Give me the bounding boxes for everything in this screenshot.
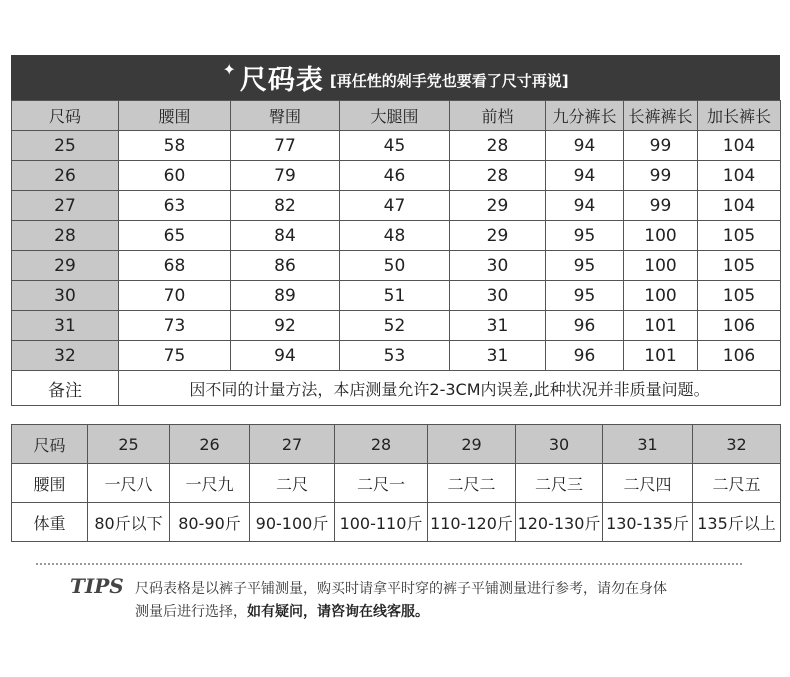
table-row bbox=[12, 161, 781, 191]
size-table-header-row bbox=[12, 101, 781, 131]
banner-subtitle: [再任性的剁手党也要看了尺寸再说] bbox=[329, 72, 569, 90]
column-header: 尺码 bbox=[12, 101, 119, 131]
table-row bbox=[12, 191, 781, 221]
measurement-cell: 96 bbox=[546, 311, 624, 341]
table-row bbox=[12, 281, 781, 311]
measurement-cell: 104 bbox=[698, 161, 781, 191]
measurement-cell: 84 bbox=[231, 221, 340, 251]
measurement-cell: 28 bbox=[450, 161, 546, 191]
size-cell: 27 bbox=[12, 191, 119, 221]
measurement-cell: 101 bbox=[624, 311, 698, 341]
weight-cell: 130-135斤 bbox=[603, 503, 693, 542]
size-table bbox=[11, 100, 781, 406]
measurement-cell: 96 bbox=[546, 341, 624, 371]
measurement-cell: 31 bbox=[450, 311, 546, 341]
size-cell: 27 bbox=[250, 425, 335, 464]
measurement-cell: 29 bbox=[450, 191, 546, 221]
weight-row bbox=[12, 503, 781, 542]
column-header: 九分裤长 bbox=[546, 101, 624, 131]
weight-cell: 80-90斤 bbox=[170, 503, 250, 542]
weight-cell: 80斤以下 bbox=[88, 503, 170, 542]
measurement-cell: 30 bbox=[450, 281, 546, 311]
table-row bbox=[12, 131, 781, 161]
banner-title: 尺码表 bbox=[239, 65, 324, 96]
measurement-cell: 60 bbox=[119, 161, 231, 191]
size-cell: 30 bbox=[516, 425, 603, 464]
measurement-cell: 94 bbox=[546, 161, 624, 191]
measurement-cell: 99 bbox=[624, 161, 698, 191]
measurement-cell: 86 bbox=[231, 251, 340, 281]
measurement-cell: 52 bbox=[340, 311, 450, 341]
waist-cell: 一尺九 bbox=[170, 464, 250, 503]
measurement-cell: 106 bbox=[698, 341, 781, 371]
column-header: 臀围 bbox=[231, 101, 340, 131]
measurement-cell: 94 bbox=[546, 191, 624, 221]
sparkle-icon: ✦ bbox=[222, 60, 236, 79]
measurement-cell: 75 bbox=[119, 341, 231, 371]
size-cell: 32 bbox=[12, 341, 119, 371]
measurement-cell: 77 bbox=[231, 131, 340, 161]
measurement-cell: 63 bbox=[119, 191, 231, 221]
measurement-cell: 30 bbox=[450, 251, 546, 281]
column-header: 腰围 bbox=[119, 101, 231, 131]
waist-cell: 二尺四 bbox=[603, 464, 693, 503]
measurement-cell: 51 bbox=[340, 281, 450, 311]
measurement-cell: 70 bbox=[119, 281, 231, 311]
size-cell: 25 bbox=[12, 131, 119, 161]
tips-line-2 bbox=[135, 601, 429, 621]
measurement-cell: 79 bbox=[231, 161, 340, 191]
measurement-cell: 31 bbox=[450, 341, 546, 371]
size-cell: 31 bbox=[12, 311, 119, 341]
weight-cell: 110-120斤 bbox=[428, 503, 516, 542]
measurement-cell: 94 bbox=[231, 341, 340, 371]
measurement-cell: 65 bbox=[119, 221, 231, 251]
size-chart-banner bbox=[11, 55, 780, 100]
note-label: 备注 bbox=[12, 371, 119, 406]
measurement-cell: 73 bbox=[119, 311, 231, 341]
size-cell: 25 bbox=[88, 425, 170, 464]
tips-line-1: 尺码表格是以裤子平铺测量，购买时请拿平时穿的裤子平铺测量进行参考，请勿在身体 bbox=[135, 581, 667, 597]
waist-cell: 二尺五 bbox=[693, 464, 781, 503]
weight-table bbox=[11, 424, 781, 542]
tips-contact-note: 如有疑问，请咨询在线客服。 bbox=[247, 604, 429, 620]
measurement-cell: 104 bbox=[698, 191, 781, 221]
measurement-cell: 53 bbox=[340, 341, 450, 371]
column-header: 加长裤长 bbox=[698, 101, 781, 131]
measurement-cell: 46 bbox=[340, 161, 450, 191]
size-cell: 32 bbox=[693, 425, 781, 464]
size-cell: 26 bbox=[12, 161, 119, 191]
waist-cell: 二尺 bbox=[250, 464, 335, 503]
column-header: 前档 bbox=[450, 101, 546, 131]
measurement-cell: 95 bbox=[546, 251, 624, 281]
measurement-cell: 105 bbox=[698, 251, 781, 281]
measurement-cell: 99 bbox=[624, 131, 698, 161]
row-label: 腰围 bbox=[12, 464, 88, 503]
size-cell: 26 bbox=[170, 425, 250, 464]
measurement-cell: 45 bbox=[340, 131, 450, 161]
measurement-cell: 68 bbox=[119, 251, 231, 281]
weight-cell: 100-110斤 bbox=[335, 503, 428, 542]
note-row bbox=[12, 371, 781, 406]
table-row bbox=[12, 311, 781, 341]
column-header: 长裤裤长 bbox=[624, 101, 698, 131]
row-label: 尺码 bbox=[12, 425, 88, 464]
size-cell: 28 bbox=[335, 425, 428, 464]
note-text: 因不同的计量方法，本店测量允许2-3CM内误差,此种状况并非质量问题。 bbox=[119, 371, 781, 406]
weight-cell: 90-100斤 bbox=[250, 503, 335, 542]
measurement-cell: 58 bbox=[119, 131, 231, 161]
measurement-cell: 100 bbox=[624, 221, 698, 251]
measurement-cell: 94 bbox=[546, 131, 624, 161]
measurement-cell: 48 bbox=[340, 221, 450, 251]
waist-cell: 二尺一 bbox=[335, 464, 428, 503]
tips-label: TIPS bbox=[70, 574, 124, 598]
measurement-cell: 95 bbox=[546, 221, 624, 251]
measurement-cell: 92 bbox=[231, 311, 340, 341]
measurement-cell: 99 bbox=[624, 191, 698, 221]
table-row bbox=[12, 251, 781, 281]
table-row bbox=[12, 341, 781, 371]
measurement-cell: 89 bbox=[231, 281, 340, 311]
measurement-cell: 47 bbox=[340, 191, 450, 221]
row-label: 体重 bbox=[12, 503, 88, 542]
measurement-cell: 105 bbox=[698, 281, 781, 311]
column-header: 大腿围 bbox=[340, 101, 450, 131]
size-cell: 31 bbox=[603, 425, 693, 464]
weight-table-header-row bbox=[12, 425, 781, 464]
waist-cell: 二尺二 bbox=[428, 464, 516, 503]
table-row bbox=[12, 221, 781, 251]
measurement-cell: 28 bbox=[450, 131, 546, 161]
waist-cell: 一尺八 bbox=[88, 464, 170, 503]
measurement-cell: 82 bbox=[231, 191, 340, 221]
tips-line-2-text: 测量后进行选择， bbox=[135, 604, 247, 620]
measurement-cell: 95 bbox=[546, 281, 624, 311]
weight-cell: 135斤以上 bbox=[693, 503, 781, 542]
size-cell: 30 bbox=[12, 281, 119, 311]
weight-cell: 120-130斤 bbox=[516, 503, 603, 542]
size-cell: 29 bbox=[12, 251, 119, 281]
size-cell: 29 bbox=[428, 425, 516, 464]
measurement-cell: 100 bbox=[624, 251, 698, 281]
waist-cell: 二尺三 bbox=[516, 464, 603, 503]
measurement-cell: 50 bbox=[340, 251, 450, 281]
measurement-cell: 100 bbox=[624, 281, 698, 311]
measurement-cell: 106 bbox=[698, 311, 781, 341]
measurement-cell: 101 bbox=[624, 341, 698, 371]
dotted-divider bbox=[36, 563, 742, 565]
measurement-cell: 29 bbox=[450, 221, 546, 251]
measurement-cell: 104 bbox=[698, 131, 781, 161]
size-cell: 28 bbox=[12, 221, 119, 251]
waist-row bbox=[12, 464, 781, 503]
measurement-cell: 105 bbox=[698, 221, 781, 251]
